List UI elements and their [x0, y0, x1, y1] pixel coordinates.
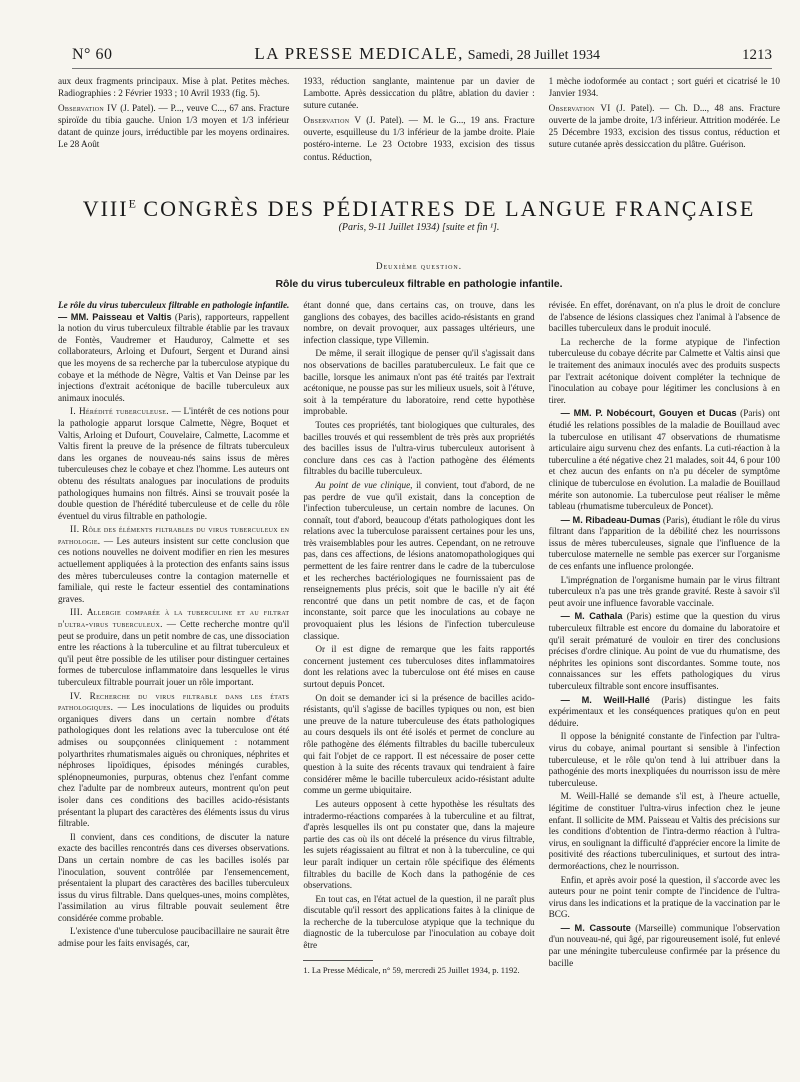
- paragraph: 1 mèche iodoformée au contact ; sort guéri et cicatrisé le 10 Janvier 1934.: [548, 76, 780, 99]
- title-numeral: VIII: [82, 196, 129, 221]
- observation-text: (J. Patel). — Ch. D..., 48 ans. Fracture ouverte de la jambe droite, 1/3 inférieur. Attrition modérée. Le 25 Décembre 1933, excision des tissus contus, réduction et suture cutanée après dessiccation du plâtre. Guérison.: [548, 103, 780, 150]
- paragraph: On doit se demander ici si la présence de bacilles acido-résistants, qu'il s'agisse de bacilles typiques ou non, est bien une preuve de la nature tuberculeuse des états pathologiques au cours desquels ils ont été isolés et permet de conclure au rôle pathogène des éléments filtrables du bacille tuberculeux qui fait l'objet de ce rapport. Il est nécessaire de poser cette question à la suite des récents travaux qui tendraient à faire considérer même le bacille tuberculeux acido-résistant adulte comme un germe ubiquitaire.: [303, 692, 535, 796]
- paragraph: [303, 480, 534, 642]
- paragraph-text: (Paris) estime que la question du virus tuberculeux filtrable est encore du domaine du laboratoire et qu'il serait prématuré de vouloir en tirer des conclusions précises d'ordre clinique. Au point de vue du rhumatisme, des néphrites les opinions sont discordantes. Somme toute, nos connaissances sur les effets pathologiques du virus tuberculeux filtrable sont encore insuffisantes.: [548, 611, 780, 691]
- paragraph-text: (Paris) distingue les faits expérimentaux et les conséquences pratiques qu'on en peut déduire.: [548, 694, 780, 728]
- congress-title: [58, 196, 780, 222]
- paragraph: En tout cas, en l'état actuel de la question, il ne paraît plus discutable qu'il ressort des applications faites à la clinique de la recherche de la tuberculose atypique que la technique du diagnostic de la tuberculose par l'inoculation au cobaye doit être: [303, 893, 535, 951]
- subheading: I. Hérédité tuberculeuse.: [70, 406, 169, 417]
- paragraph: aux deux fragments principaux. Mise à plat. Petites mèches. Radiographies : 2 Février 1933 ; 10 Avril 1933 (fig. 5).: [58, 76, 290, 99]
- observation-label: Observation VI: [548, 103, 611, 114]
- paragraph: [549, 923, 780, 969]
- top-columns: [58, 75, 780, 171]
- paragraph-text: — Les auteurs insistent sur cette conclusion que ces notions nouvelles ne doivent modifier en rien les mesures actuellement appliquées à la protection des enfants sains issus des mères tuberculeuses contre la contagion maternelle et familiale, qui reste le facteur essentiel des contaminations graves.: [58, 535, 290, 604]
- author-names: — M. Weill-Hallé: [560, 694, 650, 705]
- observation-label: Observation IV: [58, 103, 118, 114]
- paragraph: [58, 406, 289, 522]
- article-column-2: [303, 300, 534, 1065]
- author-names: — MM. P. Nobécourt, Gouyen et Ducas: [560, 408, 737, 419]
- paragraph: [58, 102, 289, 150]
- paragraph: [58, 300, 289, 404]
- congress-subtitle: (Paris, 9-11 Juillet 1934) [suite et fin ¹].: [338, 222, 500, 233]
- section-title: Rôle du virus tuberculeux filtrable en pathologie infantile.: [275, 278, 563, 290]
- author-names: — M. Cassoute: [560, 922, 631, 933]
- header-center: [254, 44, 600, 64]
- header-rule: [72, 68, 772, 69]
- page-number: 1213: [741, 47, 772, 63]
- paragraph-text: il convient, tout d'abord, de ne pas perdre de vue qu'il existait, dans la conception de l'infection tuberculeuse, un certain nombre de lacunes. On connaît, tout d'abord, beaucoup d'états pathologiques dont les relations avec la tuberculose paraissent certaines pour les uns, très vraisemblables pour les autres. Cependant, on ne retrouve pas, dans ces affections, de lésions anatomopathologiques qui permettent de les faire rentrer dans le cadre de la tuberculose et les recherches bactériologiques ne fournissaient pas de renseignements plus précis, soit que le bacille n'y ait été rencontré que dans un petit nombre de cas, et de façon inconstante, soit parce que les inoculations au cobaye ne provoquaient plus les lésions de l'infection tuberculeuse classique.: [303, 479, 535, 641]
- paragraph: [58, 607, 289, 688]
- top-column-1: [58, 75, 289, 171]
- article-column-1: [58, 300, 289, 1065]
- paragraph: M. Weill-Hallé se demande s'il est, à l'heure actuelle, légitime de constituer l'ultra-virus infection chez le jeune enfant. Il sollicite de MM. Paisseau et Valtis des précisions sur les conditions d'obtention de l'intra-dermo réaction à l'ultra-virus, en soulignant la difficulté d'apprécier encore la limite de positivité des réactions tuberculiniques, et surtout des intra-dermoréactions, chez le nourrisson.: [548, 791, 780, 871]
- article-column-3: [549, 300, 780, 1065]
- paragraph: [549, 611, 780, 692]
- paragraph: Enfin, et après avoir posé la question, il s'accorde avec les auteurs pour ne point tenir compte de l'incidence de l'ultra-virus dans les indications et la pratique de la vaccination par le BCG.: [548, 874, 780, 920]
- paragraph-text: (Paris) ont étudié les relations possibles de la maladie de Bouillaud avec la tuberculose en utilisant 47 observations de rhumatisme articulaire aigu survenu chez des enfants. La cuti-réaction à la tuberculine a été négative chez 21 malades, soit 44, 6 pour 100 et chez aucun des enfants on n'a pu déceler de symptôme clinique de tuberculose en évolution. La maladie de Bouillaud mérite son autonomie. La tuberculose peut réaliser le même tableau (rhumatisme tuberculeux de Poncet).: [548, 408, 780, 512]
- paragraph-text: — Les inoculations de liquides ou produits organiques divers dans un certain nombre d'états pathologiques dont les relations avec la tuberculose ont été admises ou soupçonnées cliniquement : notamment polyarthrites rhumatismales aiguës ou chroniques, néphrites et néphroses lipoïdiques, épisodes méningés curables, splénopneumonies, purpuras, obtenus chez l'enfant comme chez l'adulte par de nombreux auteurs, montrent qu'on peut isoler dans ces conditions des bacilles acido-résistants présentant la plupart des caractères des éléments issus du virus filtrable.: [58, 702, 290, 829]
- footnote-rule: [303, 960, 373, 961]
- author-names: — MM. Paisseau et Valtis: [58, 311, 172, 322]
- question-label: Deuxième question.: [376, 261, 462, 271]
- issue-number: N° 60: [72, 46, 113, 63]
- author-names: — M. Ribadeau-Dumas: [560, 514, 661, 525]
- title-text: CONGRÈS DES PÉDIATRES DE LANGUE FRANÇAISE: [135, 196, 756, 221]
- paragraph: L'existence d'une tuberculose paucibacillaire ne saurait être admise pour les faits envisagés, car,: [58, 926, 290, 949]
- paragraph: [549, 515, 780, 573]
- top-column-2: [303, 75, 534, 171]
- paragraph: Toutes ces propriétés, tant biologiques que culturales, des bacilles trouvés et qui ressemblent de très près aux propriétés des bacilles issus de l'ultra-virus tuberculeux autorisent à conclure dans ces cas à l'action pathogène des éléments filtrables du bacille tuberculeux.: [303, 419, 535, 477]
- paragraph-text: — Cette recherche montre qu'il peut se produire, dans un petit nombre de cas, une dissociation entre les réactions à la tuberculine et au filtrat tuberculeux et qu'il peut être possible de les utiliser pour distinguer certaines formes de tuberculose inflammatoire dans lesquelles le virus tuberculeux filtrable pourrait jouer un rôle important.: [58, 619, 290, 687]
- paragraph: Il convient, dans ces conditions, de discuter la nature exacte des bacilles rencontrés dans ces diverses observations. Dans un certain nombre de cas les bacilles isolés par l'inoculation, souvent contrôlée par l'ensemencement, présentaient la plupart des caractères des bacilles tuberculeux issus du virus filtrable. Dans quelques-unes, moins complètes, l'assimilation au virus filtrable pouvait seulement être considérée comme probable.: [58, 831, 290, 923]
- journal-title: LA PRESSE MEDICALE,: [254, 44, 464, 63]
- paragraph: [58, 524, 289, 605]
- paragraph: [549, 102, 780, 150]
- title-superscript: E: [128, 196, 136, 211]
- subheading: II. Rôle des éléments filtrables du virus tuberculeux en pathologie.: [58, 524, 290, 546]
- page-header: [72, 44, 772, 68]
- paragraph: révisée. En effet, dorénavant, on n'a plus le droit de conclure de l'absence de lésions classiques chez l'animal à l'absence de bacilles tuberculeux dans le produit inoculé.: [548, 300, 780, 334]
- paragraph-text: (Marseille) communique l'observation d'un nouveau-né, qui âgé, par rigoureusement isolé, fut enlevé par une méningite tuberculeuse confirmée par la présence du bacille: [548, 922, 780, 968]
- article-columns: [58, 300, 780, 1065]
- issue-date: Samedi, 28 Juillet 1934: [467, 48, 601, 63]
- footnote: 1. La Presse Médicale, n° 59, mercredi 25 Juillet 1934, p. 1192.: [303, 964, 520, 975]
- author-names: — M. Cathala: [560, 611, 623, 622]
- paragraph: 1933, réduction sanglante, maintenue par un davier de Lambotte. Après dessiccation du plâtre, ablation du davier : suture cutanée.: [303, 76, 535, 111]
- italic-lead: Au point de vue clinique,: [315, 479, 413, 490]
- paragraph: [58, 691, 289, 830]
- observation-label: Observation V: [303, 115, 362, 126]
- paragraph: [549, 408, 780, 512]
- paragraph: De même, il serait illogique de penser qu'il s'agissait dans nos observations de bacilles paratuberculeux. Le fait que ce bacille, lorsque les animaux n'ont pas été traités par l'extrait acétonique, ne pousse pas sur les milieux usuels, soit à l'étuve, soit à la température du laboratoire, rend cette hypothèse improbable.: [303, 348, 535, 417]
- paragraph: Or il est digne de remarque que les faits rapportés concernent justement ces tuberculoses dites inflammatoires dont les relations avec la tuberculose ont été mises en cause surtout depuis Poncet.: [303, 644, 535, 689]
- report-title: Le rôle du virus tuberculeux filtrable en pathologie infantile.: [58, 300, 290, 310]
- subheading: III. Allergie comparée à la tuberculine et au filtrat d'ultra-virus tuberculeux.: [58, 607, 290, 630]
- paragraph: [549, 695, 780, 730]
- observation-text: (J. Patel). — P..., veuve C..., 67 ans. Fracture spiroïde du tibia gauche. Union 1/3 moyen et 1/3 inférieur datant de quinze jours, irréductible par les moyens ordinaires. Le 28 Août: [58, 103, 290, 150]
- paragraph-text: (Paris), rapporteurs, rappellent la notion du virus tuberculeux filtrable établie par les travaux de Fontès, Vaudremer et Hauduroy, Calmette et ses collaborateurs, Arloing et Dufourt, Sergent et Durand ainsi que les moyens de sa recherche par la tuberculose atypique du cobaye et la méthode de Nègre, Valtis et Van Deinse par les injections d'extrait acétonique de bacille tuberculeux aux animaux inoculés.: [58, 311, 290, 403]
- top-column-3: [549, 75, 780, 171]
- paragraph: La recherche de la forme atypique de l'infection tuberculeuse du cobaye décrite par Calmette et Valtis ainsi que le traitement des animaux inoculés avec des produits suspects par l'extrait acétonique doivent compléter la technique de l'inoculation au cobaye pour légitimer les conclusions à en tirer.: [548, 336, 780, 405]
- paragraph: [303, 114, 534, 162]
- paragraph-text: — L'intérêt de ces notions pour la pathologie apparut lorsque Calmette, Nègre, Boquet et Valtis, Arloing et Dufourt, Couvelaire, Calmette, Lacomme et Valtis firent la preuve de la présence de filtrats tuberculeux dans les organes de nouveau-nés sains issus de mères tuberculeuses chez le cobaye et chez l'homme. Les auteurs ont obtenu des résultats analogues par inoculations de produits pathologiques humains non filtrés. Ainsi se trouvait posée la double question de l'hérédité tuberculeuse et de celle du rôle éventuel du virus filtrable en pathologie.: [58, 406, 290, 521]
- paragraph-text: (Paris), étudiant le rôle du virus filtrant dans l'apparition de la débilité chez les nourrissons issus de mères tuberculeuses, signale que l'influence de la tuberculose maternelle ne semble pas exercer sur l'organisme de ces enfants une influence prolongée.: [548, 514, 780, 572]
- observation-text: (J. Patel). — M. le G..., 19 ans. Fracture ouverte, esquilleuse du 1/3 inférieur de la jambe droite. Plaie postéro-interne. Le 23 Octobre 1933, excision des tissus contus. Réduction,: [303, 115, 535, 162]
- paragraph: Les auteurs opposent à cette hypothèse les résultats des intradermo-réactions comparées à la tuberculine et au filtrat, d'après lesquelles ils ont pu constater que, dans la majeure partie des cas où ils ont décelé la présence du virus filtrable, les sujets réagissaient au filtrat et non à la tuberculine, ce qui leur paraît indiquer un certain rôle spécifique des éléments filtrables du bacille de Koch dans la pathogénie de ces observations.: [303, 798, 535, 891]
- paragraph: Il oppose la bénignité constante de l'infection par l'ultra-virus du cobaye, animal pourtant si sensible à l'infection tuberculeuse, et le rôle qu'on tend à lui attribuer dans la pathogénie des morts inexpliquées du nourrisson issu de mère tuberculeuse.: [548, 731, 780, 788]
- paragraph: L'imprégnation de l'organisme humain par le virus filtrant tuberculeux n'a pas une très grande gravité. Reste à savoir s'il peut avoir une influence favorable vaccinale.: [548, 574, 780, 608]
- paragraph: étant donné que, dans certains cas, on trouve, dans les ganglions des cobayes, des bacilles acido-résistants en grand nombre, on devait provoquer, aux passages ultérieurs, une infection classique, type Villemin.: [303, 300, 535, 345]
- subheading: IV. Recherche du virus filtrable dans les états pathologiques.: [58, 690, 290, 713]
